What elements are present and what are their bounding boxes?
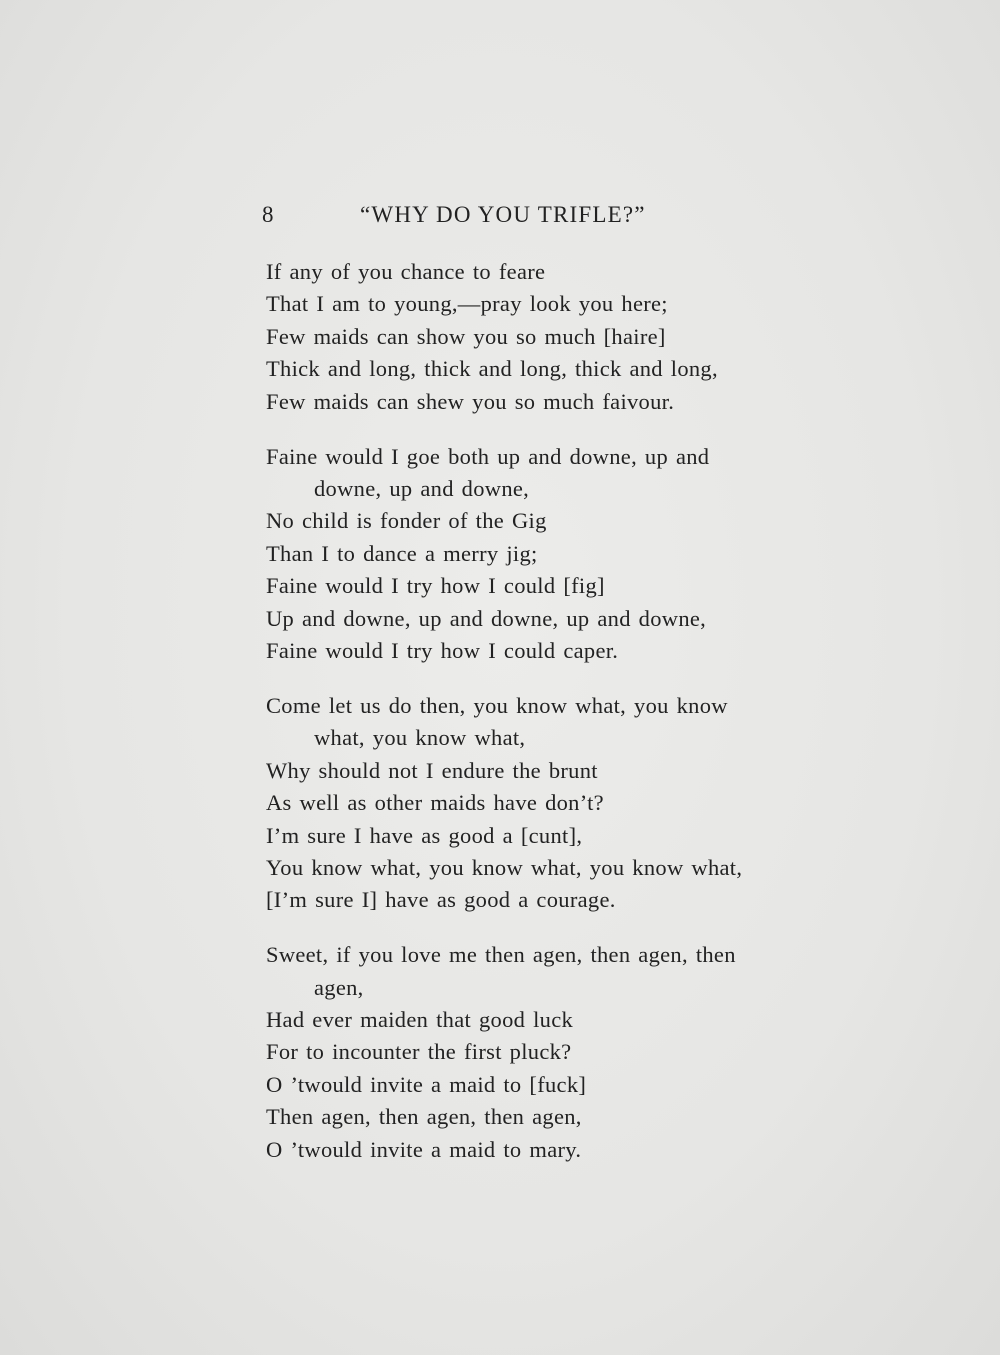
- stanza-4: [266, 939, 796, 1166]
- poem-line: Thick and long, thick and long, thick and long,: [266, 356, 718, 382]
- poem-line-continuation: agen,: [314, 974, 364, 1000]
- poem-line: Faine would I try how I could [fig]: [266, 573, 605, 599]
- poem-line: Then agen, then agen, then agen,: [266, 1104, 582, 1130]
- poem-line: Few maids can shew you so much faivour.: [266, 388, 675, 414]
- stanza-2: [266, 441, 796, 668]
- poem-line: If any of you chance to feare: [266, 259, 546, 284]
- poem-line-continuation: downe, up and downe,: [314, 475, 530, 501]
- page-header: [262, 196, 782, 236]
- stanza-1: [266, 256, 796, 418]
- poem-line: I’m sure I have as good a [cunt],: [266, 822, 583, 848]
- poem-line: No child is fonder of the Gig: [266, 508, 547, 534]
- stanza-3: [266, 690, 796, 917]
- poem-line: That I am to young,—pray look you here;: [266, 291, 668, 317]
- poem-line: O ’twould invite a maid to mary.: [266, 1136, 582, 1162]
- poem-line: Than I to dance a merry jig;: [266, 540, 538, 566]
- poem-line: [I’m sure I] have as good a courage.: [266, 887, 616, 913]
- poem-line: Up and downe, up and downe, up and downe,: [266, 605, 707, 631]
- poem-body: [266, 256, 796, 1189]
- poem-line: For to incounter the first pluck?: [266, 1039, 572, 1065]
- poem-line: You know what, you know what, you know what,: [266, 854, 743, 880]
- poem-line: Faine would I try how I could caper.: [266, 637, 619, 663]
- poem-line: Come let us do then, you know what, you know: [266, 692, 728, 718]
- page-number: 8: [262, 202, 275, 227]
- poem-line-continuation: what, you know what,: [314, 725, 526, 751]
- poem-line: O ’twould invite a maid to [fuck]: [266, 1071, 587, 1097]
- poem-line: Had ever maiden that good luck: [266, 1007, 574, 1033]
- poem-line: Why should not I endure the brunt: [266, 757, 598, 783]
- running-title: “WHY DO YOU TRIFLE?”: [360, 202, 646, 227]
- poem-line: Few maids can show you so much [haire]: [266, 323, 666, 349]
- poem-line: Faine would I goe both up and downe, up and: [266, 443, 710, 469]
- poem-line: Sweet, if you love me then agen, then agen, then: [266, 942, 736, 968]
- poem-line: As well as other maids have don’t?: [266, 790, 604, 816]
